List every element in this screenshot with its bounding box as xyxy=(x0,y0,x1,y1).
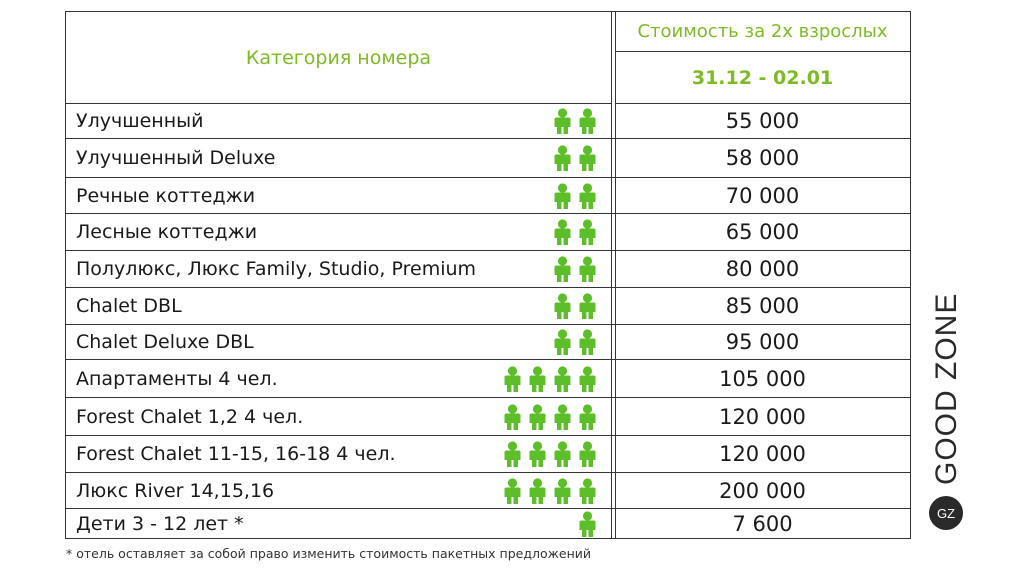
footnote: * отель оставляет за собой право изменить стоимость пакетных предложений xyxy=(66,546,591,561)
price-header: Стоимость за 2х взрослых xyxy=(615,12,910,52)
guest-count-icons xyxy=(552,325,598,359)
table-row xyxy=(66,360,910,398)
room-category: Апартаменты 4 чел. xyxy=(76,367,278,390)
room-category: Дети 3 - 12 лет * xyxy=(76,513,244,535)
person-icon xyxy=(527,404,548,430)
room-price: 80 000 xyxy=(725,257,800,281)
person-icon xyxy=(577,366,598,392)
room-category: Люкс River 14,15,16 xyxy=(76,479,275,502)
person-icon xyxy=(552,329,573,355)
person-icon xyxy=(552,108,573,134)
table-row xyxy=(66,473,910,509)
room-price: 120 000 xyxy=(719,442,806,466)
table-row xyxy=(66,288,910,325)
brand-logo xyxy=(924,285,968,535)
guest-count-icons xyxy=(502,436,598,472)
person-icon xyxy=(552,478,573,504)
table-row xyxy=(66,436,910,473)
table-row xyxy=(66,251,910,288)
person-icon xyxy=(577,145,598,171)
person-icon xyxy=(577,478,598,504)
person-icon xyxy=(577,293,598,319)
room-price: 55 000 xyxy=(725,109,800,133)
room-price: 58 000 xyxy=(725,146,800,170)
room-category: Chalet DBL xyxy=(76,295,182,317)
room-price: 65 000 xyxy=(725,220,800,244)
person-icon xyxy=(552,404,573,430)
category-header: Категория номера xyxy=(66,12,611,104)
room-price: 120 000 xyxy=(719,404,806,429)
person-icon xyxy=(552,145,573,171)
person-icon xyxy=(577,404,598,430)
room-category: Лесные коттеджи xyxy=(76,221,258,243)
person-icon xyxy=(502,404,523,430)
room-price: 70 000 xyxy=(725,183,800,208)
room-price: 7 600 xyxy=(732,512,793,536)
table-row xyxy=(66,325,910,360)
room-category: Улучшенный Deluxe xyxy=(76,147,276,169)
person-icon xyxy=(502,441,523,467)
table-row xyxy=(66,139,910,178)
person-icon xyxy=(527,366,548,392)
guest-count-icons xyxy=(552,251,598,287)
room-price: 95 000 xyxy=(725,330,800,354)
guest-count-icons xyxy=(552,288,598,324)
room-category: Forest Chalet 11-15, 16-18 4 чел. xyxy=(76,443,396,465)
room-price: 200 000 xyxy=(719,478,806,503)
person-icon xyxy=(577,219,598,245)
person-icon xyxy=(552,219,573,245)
guest-count-icons xyxy=(577,509,598,539)
person-icon xyxy=(577,511,598,537)
price-table xyxy=(65,11,911,539)
person-icon xyxy=(552,256,573,282)
person-icon xyxy=(577,108,598,134)
person-icon xyxy=(552,183,573,209)
room-category: Улучшенный xyxy=(76,110,204,132)
person-icon xyxy=(552,366,573,392)
guest-count-icons xyxy=(552,104,598,138)
guest-count-icons xyxy=(502,473,598,508)
person-icon xyxy=(552,441,573,467)
brand-logo-mark: GZ xyxy=(936,506,956,521)
table-row xyxy=(66,214,910,251)
person-icon xyxy=(502,366,523,392)
person-icon xyxy=(577,441,598,467)
table-row xyxy=(66,509,910,539)
guest-count-icons xyxy=(502,360,598,397)
guest-count-icons xyxy=(502,398,598,435)
table-row xyxy=(66,178,910,214)
brand-name: GOOD ZONE xyxy=(930,292,963,485)
room-price: 85 000 xyxy=(725,294,800,318)
person-icon xyxy=(577,256,598,282)
room-category: Forest Chalet 1,2 4 чел. xyxy=(76,405,304,428)
room-category: Речные коттеджи xyxy=(76,184,256,207)
person-icon xyxy=(502,478,523,504)
table-row xyxy=(66,104,910,139)
person-icon xyxy=(527,478,548,504)
guest-count-icons xyxy=(552,214,598,250)
guest-count-icons xyxy=(552,139,598,177)
room-category: Полулюкс, Люкс Family, Studio, Premium xyxy=(76,258,477,280)
person-icon xyxy=(577,329,598,355)
table-row xyxy=(66,398,910,436)
person-icon xyxy=(527,441,548,467)
guest-count-icons xyxy=(552,178,598,213)
room-price: 105 000 xyxy=(719,366,806,391)
person-icon xyxy=(552,293,573,319)
room-category: Chalet Deluxe DBL xyxy=(76,331,254,353)
person-icon xyxy=(577,183,598,209)
date-range-header: 31.12 - 02.01 xyxy=(615,52,910,104)
